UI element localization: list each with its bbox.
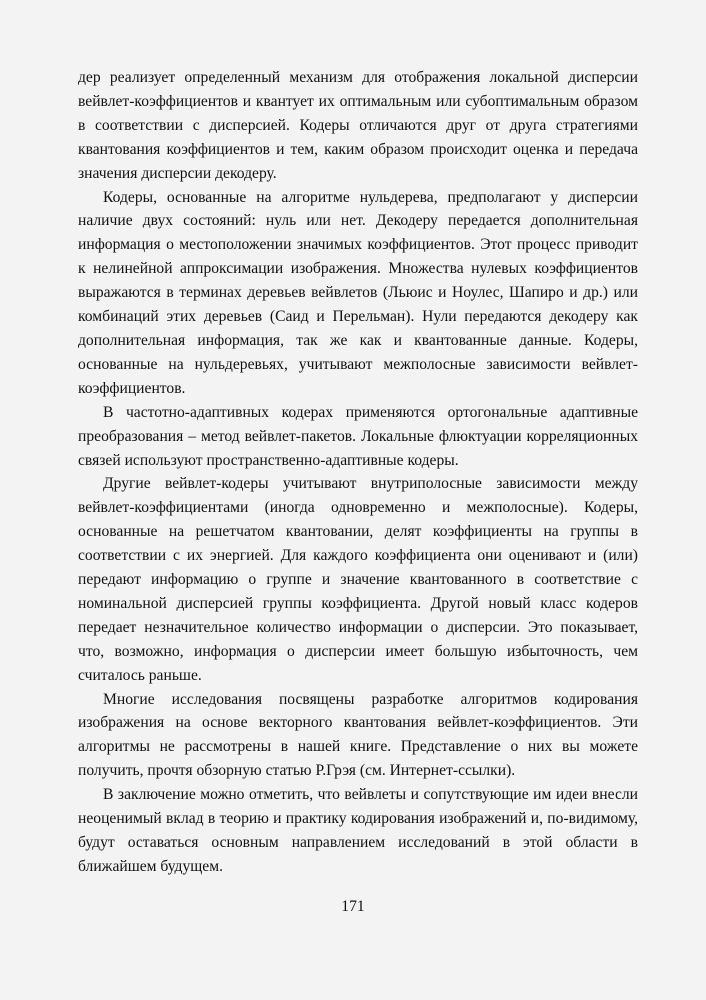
body-text — [78, 66, 638, 879]
paragraph-zerotree-coders: Кодеры, основанные на алгоритме нульдерева, предполагают у дисперсии наличие двух состояний: нуль или нет. Декодеру передается дополнительная информация о местоположении значимых коэффициентов. Этот процесс приводит к нелинейной аппроксимации изображения. Множества нулевых коэффициентов выражаются в терминах деревьев вейвлетов (Льюис и Ноулес, Шапиро и др.) или комбинаций этих деревьев (Саид и Перельман). Нули передаются декодеру как дополнительная информация, так же как и квантованные данные. Кодеры, основанные на нульдеревьях, учитывают межполосные зависимости вейвлет-коэффициентов. — [78, 188, 638, 397]
page-number: 171 — [341, 898, 365, 915]
paragraph-intraband-coders: Другие вейвлет-кодеры учитывают внутриполосные зависимости между вейвлет-коэффициентами (иногда одновременно и межполосные). Кодеры, основанные на решетчатом квантовании, делят коэффициенты на группы в соответствии с их энергией. Для каждого коэффициента они оценивают и (или) передают информацию о группе и значение квантованного в соответствие с номинальной дисперсией группы коэффициента. Другой новый класс кодеров передает незначительное количество информации о дисперсии. Это показывает, что, возможно, информация о дисперсии имеет большую избыточность, чем считалось раньше. — [78, 475, 638, 684]
paragraph-coder-dispersion: дер реализует определенный механизм для отображения локальной дисперсии вейвлет-коэффициентов и квантует их оптимальным или субоптимальным образом в соответствии с дисперсией. Кодеры отличаются друг от друга стратегиями квантования коэффициентов и тем, каким образом происходит оценка и передача значения дисперсии декодеру. — [78, 69, 638, 182]
paragraph-frequency-adaptive: В частотно-адаптивных кодерах применяются ортогональные адаптивные преобразования – метод вейвлет-пакетов. Локальные флюктуации корреляционных связей используют пространственно-адаптивные кодеры. — [78, 403, 638, 469]
paragraph-vector-quantization: Многие исследования посвящены разработке алгоритмов кодирования изображения на основе векторного квантования вейвлет-коэффициентов. Эти алгоритмы не рассмотрены в нашей книге. Представление о них вы можете получить, прочтя обзорную статью Р.Грэя (см. Интернет-ссылки). — [78, 690, 638, 780]
paragraph-conclusion: В заключение можно отметить, что вейвлеты и сопутствующие им идеи внесли неоценимый вклад в теорию и практику кодирования изображений и, по-видимому, будут оставаться основным направлением исследований в этой области в ближайшем будущем. — [78, 786, 638, 875]
